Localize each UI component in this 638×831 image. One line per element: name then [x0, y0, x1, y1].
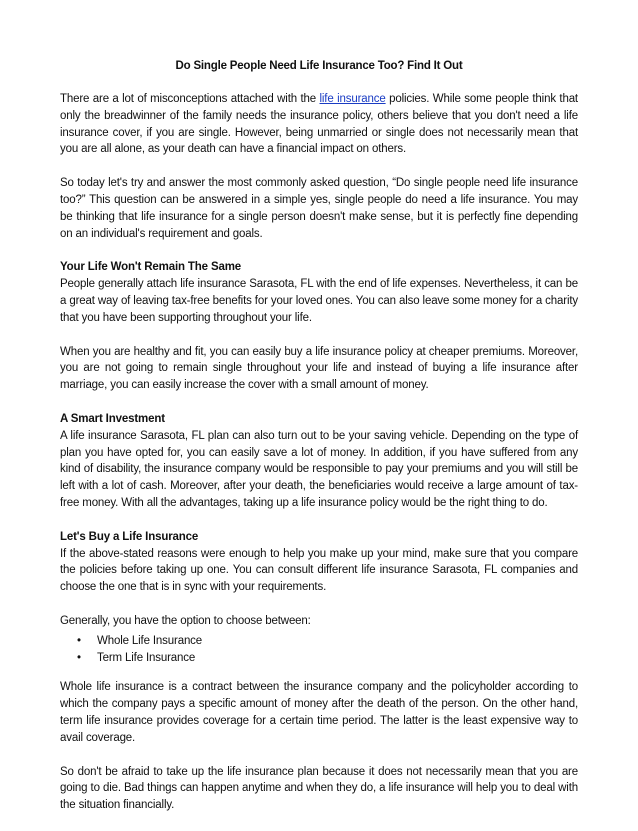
question-paragraph: So today let's try and answer the most commonly asked question, “Do single people need life insurance too?” This question can be answered in a simple yes, single people do need a life insurance. You may be thinking that life insurance for a single person doesn't make sense, but it is perfectly fine depending on an individual's requirement and goals.: [60, 177, 578, 240]
list-item: [77, 650, 578, 667]
list-item-label: Term Life Insurance: [97, 651, 196, 664]
list-item: [77, 633, 578, 650]
section-body: If the above-stated reasons were enough to help you make up your mind, make sure that you compare the policies before taking up one. You can consult different life insurance Sarasota, FL companies and choose the one that is in sync with your requirements.: [60, 547, 578, 594]
closing-paragraph: So don't be afraid to take up the life insurance plan because it does not necessarily mean that you are going to die. Bad things can happen anytime and when they do, a life insurance will help you to deal with the situation financially.: [60, 765, 578, 812]
bullet-icon: •: [77, 651, 81, 664]
section-life-wont-remain-same: [60, 259, 578, 326]
intro-text-after-link: policies. While some people think that only the breadwinner of the family needs the insurance policy, others believe that you don't need a life insurance cover, if you are single. However, being unmarried or single does not necessarily mean that you are all alone, as your death can have a financial impact on others.: [60, 93, 578, 156]
bullet-icon: •: [77, 634, 81, 647]
intro-paragraph: [60, 91, 578, 158]
document-title: Do Single People Need Life Insurance Too? Find It Out: [175, 60, 463, 72]
section-smart-investment: [60, 411, 578, 512]
section-heading: Your Life Won't Remain The Same: [60, 261, 242, 274]
section-heading: Let's Buy a Life Insurance: [60, 530, 199, 543]
list-item-label: Whole Life Insurance: [97, 634, 203, 647]
options-intro: Generally, you have the option to choose between:: [60, 614, 311, 627]
section-heading: A Smart Investment: [60, 412, 165, 425]
document-page: [60, 60, 578, 831]
healthy-paragraph: When you are healthy and fit, you can easily buy a life insurance policy at cheaper premiums. Moreover, you are not going to remain single throughout your life and instead of buying a life insurance after marriage, you can easily increase the cover with a small amount of money.: [60, 345, 578, 392]
intro-text-before-link: There are a lot of misconceptions attached with the: [60, 93, 320, 105]
section-body: A life insurance Sarasota, FL plan can also turn out to be your saving vehicle. Depending on the type of plan you have opted for, you can easily save a lot of money. In addition, if you have suffered from any kind of disability, the insurance company would be responsible to pay your premiums and you will still be left with a lot of cash. Moreover, after your death, the beneficiaries would receive a large amount of tax-free money. With all the advantages, taking up a life insurance policy would be the right thing to do.: [60, 429, 578, 509]
section-lets-buy: [60, 529, 578, 596]
whole-life-paragraph: Whole life insurance is a contract between the insurance company and the policyholder according to which the company pays a specific amount of money after the death of the person. On the other hand, term life insurance provides coverage for a certain time period. The latter is the least expensive way to avail coverage.: [60, 681, 578, 744]
section-body: People generally attach life insurance Sarasota, FL with the end of life expenses. Nevertheless, it can be a great way of leaving tax-free benefits for your loved ones. You can also leave some money for a charity that you have been supporting throughout your life.: [60, 278, 578, 324]
insurance-options-list: [60, 633, 578, 667]
life-insurance-link[interactable]: life insurance: [319, 93, 386, 105]
